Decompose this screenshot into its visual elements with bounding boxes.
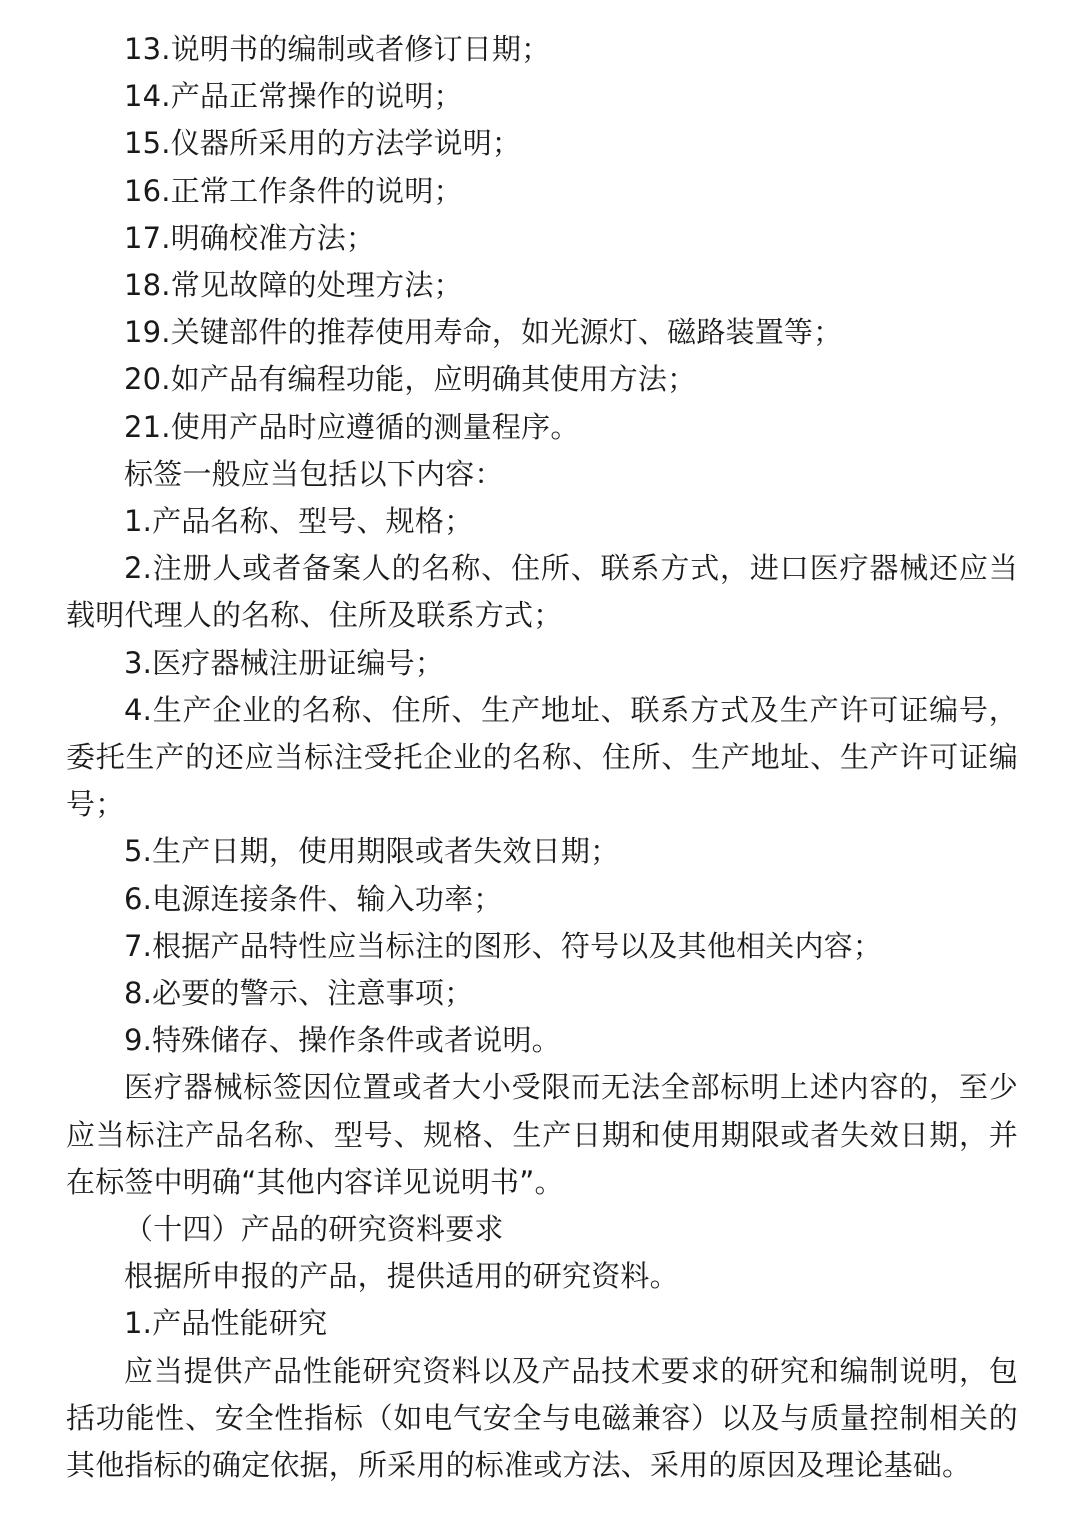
paragraph: 3.医疗器械注册证编号； — [124, 645, 445, 680]
paragraph: 9.特殊储存、操作条件或者说明。 — [124, 1023, 561, 1058]
paragraph: 21.使用产品时应遵循的测量程序。 — [124, 409, 580, 444]
paragraph: 5.生产日期，使用期限或者失效日期； — [124, 834, 620, 869]
paragraph: 6.电源连接条件、输入功率； — [124, 881, 503, 916]
paragraph: 医疗器械标签因位置或者大小受限而无法全部标明上述内容的，至少应当标注产品名称、型号、规格、生产日期和使用期限或者失效日期，并在标签中明确“其他内容详见说明书”。 — [66, 1070, 1018, 1199]
paragraph: 4.生产企业的名称、住所、生产地址、联系方式及生产许可证编号，委托生产的还应当标注受托企业的名称、住所、生产地址、生产许可证编号； — [66, 692, 1018, 822]
paragraph: 16.正常工作条件的说明； — [124, 173, 463, 208]
document-page — [66, 26, 1018, 1489]
paragraph: 20.如产品有编程功能，应明确其使用方法； — [124, 362, 697, 397]
section-heading: （十四）产品的研究资料要求 — [124, 1212, 504, 1247]
paragraph: 19.关键部件的推荐使用寿命，如光源灯、磁路装置等； — [124, 315, 843, 350]
paragraph: 17.明确校准方法； — [124, 220, 376, 255]
paragraph: 15.仪器所采用的方法学说明； — [124, 126, 522, 161]
paragraph: 应当提供产品性能研究资料以及产品技术要求的研究和编制说明，包括功能性、安全性指标（如电气安全与电磁兼容）以及与质量控制相关的其他指标的确定依据，所采用的标准或方法、采用的原因及理论基础。 — [66, 1353, 1018, 1483]
section-intro: 标签一般应当包括以下内容： — [124, 456, 504, 491]
subsection-heading: 1.产品性能研究 — [124, 1306, 328, 1341]
paragraph: 1.产品名称、型号、规格； — [124, 504, 474, 539]
paragraph: 8.必要的警示、注意事项； — [124, 976, 474, 1011]
paragraph: 18.常见故障的处理方法； — [124, 268, 463, 303]
paragraph: 14.产品正常操作的说明； — [124, 79, 463, 114]
paragraph: 13.说明书的编制或者修订日期； — [124, 32, 551, 66]
paragraph: 2.注册人或者备案人的名称、住所、联系方式，进口医疗器械还应当载明代理人的名称、住所及联系方式； — [66, 551, 1018, 633]
paragraph: 根据所申报的产品，提供适用的研究资料。 — [124, 1259, 679, 1294]
paragraph: 7.根据产品特性应当标注的图形、符号以及其他相关内容； — [124, 928, 883, 963]
